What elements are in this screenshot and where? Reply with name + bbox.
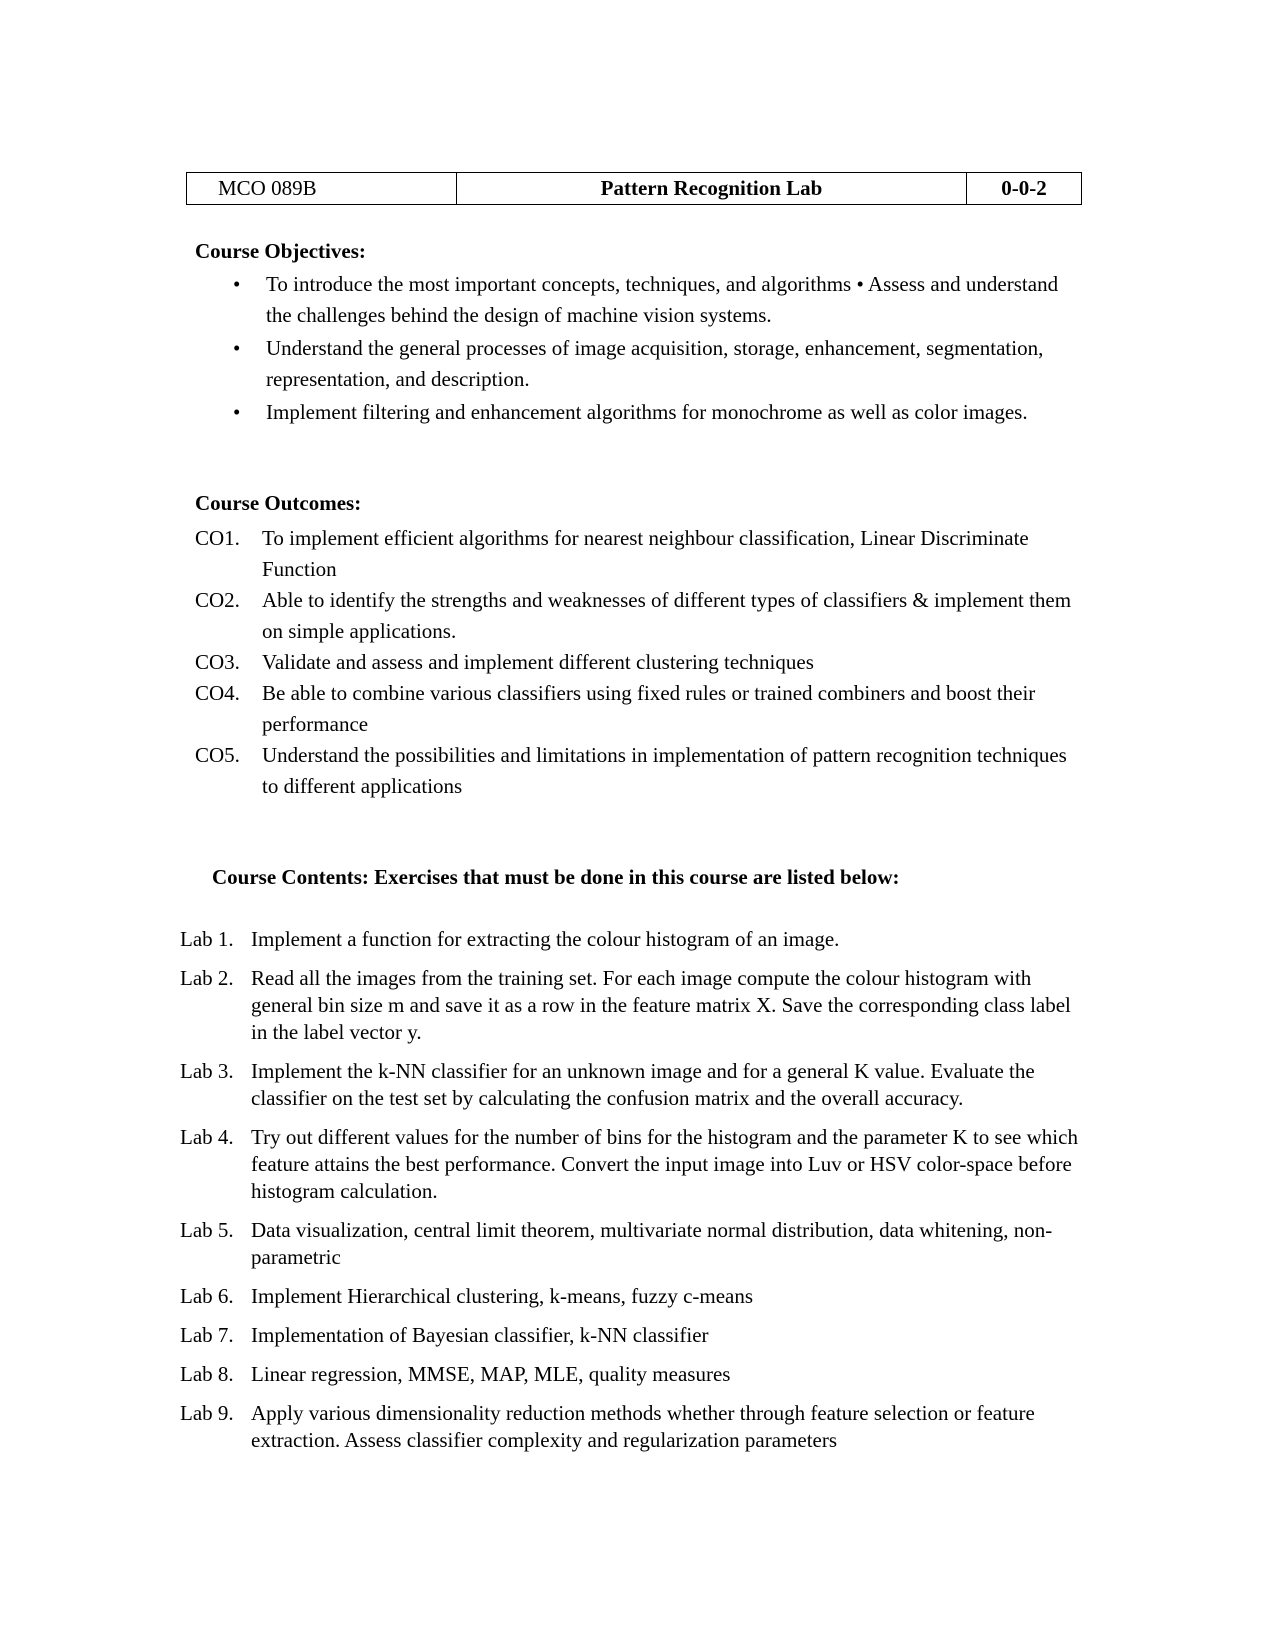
outcome-number: CO2.: [195, 588, 240, 612]
lab-item: [180, 1361, 1085, 1388]
lab-item: [180, 965, 1085, 1046]
lab-number: Lab 3.: [180, 1059, 234, 1083]
contents-heading: Course Contents: Exercises that must be done in this course are listed below:: [212, 865, 900, 889]
bullet-icon: •: [233, 400, 241, 424]
course-code: MCO 089B: [187, 173, 457, 205]
lab-text: Linear regression, MMSE, MAP, MLE, quality measures: [251, 1362, 731, 1386]
lab-item: [180, 1058, 1085, 1112]
objective-text: To introduce the most important concepts, techniques, and algorithms • Assess and understand the challenges behind the design of machine vision systems.: [266, 272, 1059, 327]
lab-number: Lab 9.: [180, 1401, 234, 1425]
outcome-text: Able to identify the strengths and weaknesses of different types of classifiers & implement them on simple applications.: [262, 588, 1072, 643]
outcomes-heading: Course Outcomes:: [195, 491, 362, 515]
lab-item: [180, 926, 1085, 953]
outcome-item: [195, 523, 1075, 585]
lab-item: [180, 1400, 1085, 1454]
lab-number: Lab 1.: [180, 927, 234, 951]
lab-number: Lab 8.: [180, 1362, 234, 1386]
course-ltp: 0-0-2: [967, 173, 1082, 205]
lab-text: Read all the images from the training set. For each image compute the colour histogram with general bin size m and save it as a row in the feature matrix X. Save the corresponding class label in the label vector y.: [251, 966, 1071, 1044]
lab-number: Lab 7.: [180, 1323, 234, 1347]
objectives-heading: Course Objectives:: [195, 239, 366, 263]
outcomes-list: [195, 523, 1075, 802]
course-title: Pattern Recognition Lab: [457, 173, 967, 205]
lab-text: Implementation of Bayesian classifier, k-NN classifier: [251, 1323, 709, 1347]
lab-text: Implement the k-NN classifier for an unknown image and for a general K value. Evaluate the classifier on the test set by calculating the confusion matrix and the overall accuracy.: [251, 1059, 1035, 1110]
outcome-number: CO1.: [195, 526, 240, 550]
course-header-row: [187, 173, 1082, 205]
outcome-item: [195, 585, 1075, 647]
lab-number: Lab 4.: [180, 1125, 234, 1149]
outcome-text: Be able to combine various classifiers using fixed rules or trained combiners and boost their performance: [262, 681, 1036, 736]
bullet-icon: •: [233, 272, 241, 296]
outcome-text: Understand the possibilities and limitations in implementation of pattern recognition techniques to different applications: [262, 743, 1067, 798]
outcome-item: [195, 647, 1075, 678]
lab-item: [180, 1322, 1085, 1349]
outcome-text: To implement efficient algorithms for nearest neighbour classification, Linear Discriminate Function: [262, 526, 1029, 581]
course-header-table: [186, 172, 1082, 205]
objective-item: [228, 397, 1078, 428]
outcome-item: [195, 678, 1075, 740]
lab-number: Lab 2.: [180, 966, 234, 990]
outcome-number: CO3.: [195, 650, 240, 674]
outcome-item: [195, 740, 1075, 802]
objective-text: Implement filtering and enhancement algorithms for monochrome as well as color images.: [266, 400, 1028, 424]
labs-list: [180, 926, 1085, 1466]
outcome-number: CO5.: [195, 743, 240, 767]
bullet-icon: •: [233, 336, 241, 360]
objective-text: Understand the general processes of image acquisition, storage, enhancement, segmentation, representation, and description.: [266, 336, 1044, 391]
outcome-text: Validate and assess and implement different clustering techniques: [262, 650, 814, 674]
lab-number: Lab 6.: [180, 1284, 234, 1308]
outcome-number: CO4.: [195, 681, 240, 705]
lab-text: Apply various dimensionality reduction methods whether through feature selection or feature extraction. Assess classifier complexity and regularization parameters: [251, 1401, 1035, 1452]
lab-text: Implement a function for extracting the colour histogram of an image.: [251, 927, 840, 951]
lab-text: Implement Hierarchical clustering, k-means, fuzzy c-means: [251, 1284, 754, 1308]
lab-text: Data visualization, central limit theorem, multivariate normal distribution, data whitening, non-parametric: [251, 1218, 1053, 1269]
lab-item: [180, 1283, 1085, 1310]
lab-item: [180, 1124, 1085, 1205]
lab-text: Try out different values for the number of bins for the histogram and the parameter K to see which feature attains the best performance. Convert the input image into Luv or HSV color-space before histogram calculation.: [251, 1125, 1078, 1203]
objective-item: [228, 333, 1078, 395]
objectives-list: [228, 269, 1078, 430]
lab-item: [180, 1217, 1085, 1271]
lab-number: Lab 5.: [180, 1218, 234, 1242]
objective-item: [228, 269, 1078, 331]
